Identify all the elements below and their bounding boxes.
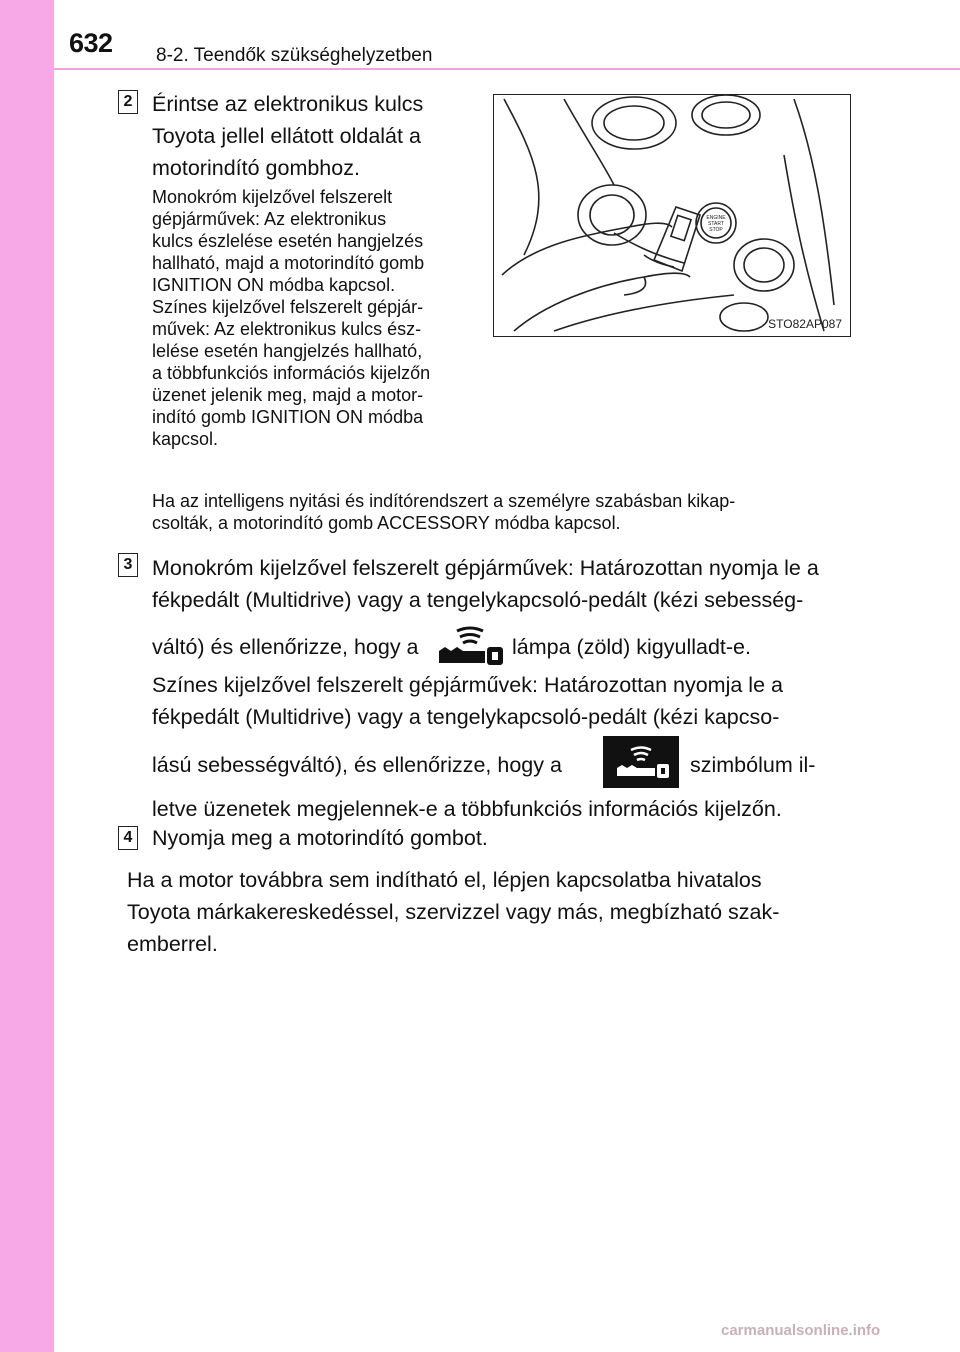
step3-line: letve üzenetek megjelennek-e a többfunkciós információs kijelzőn. bbox=[152, 797, 782, 821]
start-label: START bbox=[708, 221, 724, 227]
step3-line: Színes kijelzővel felszerelt gépjárművek: Határozottan nyomja le a bbox=[152, 673, 783, 697]
para-line: indító gomb IGNITION ON módba bbox=[152, 407, 424, 427]
para-line: hallható, majd a motorindító gomb bbox=[152, 253, 425, 273]
step2-para-monochrome bbox=[152, 186, 478, 450]
step3-line: szimbólum il- bbox=[690, 753, 816, 777]
figure-key-to-start-button bbox=[493, 94, 851, 337]
step2-note-accessory bbox=[152, 490, 842, 534]
step3-line: lású sebességváltó), és ellenőrizze, hogy a bbox=[152, 753, 562, 777]
step3-line: váltó) és ellenőrizze, hogy a bbox=[152, 635, 419, 659]
step2-title-line: motorindító gombhoz. bbox=[152, 156, 360, 180]
key-indicator-icon bbox=[435, 621, 505, 665]
para-line: kapcsol. bbox=[152, 429, 219, 449]
para-line: Ha az intelligens nyitási és indítórendszert a személyre szabásban kikap- bbox=[152, 491, 736, 511]
para-line: kulcs észlelése esetén hangjelzés bbox=[152, 231, 424, 251]
illustration-hand-key bbox=[494, 95, 850, 336]
note-line: emberrel. bbox=[127, 932, 218, 956]
para-line: gépjárművek: Az elektronikus bbox=[152, 209, 387, 229]
step-number-3: 3 bbox=[118, 553, 138, 577]
key-symbol-box-icon bbox=[603, 736, 679, 788]
para-line: csolták, a motorindító gomb ACCESSORY módba kapcsol. bbox=[152, 513, 621, 533]
step3-line: Monokróm kijelzővel felszerelt gépjárművek: Határozottan nyomja le a bbox=[152, 556, 819, 580]
step3-line: fékpedált (Multidrive) vagy a tengelykapcsoló-pedált (kézi kapcso- bbox=[152, 705, 780, 729]
note-line: Ha a motor továbbra sem indítható el, lépjen kapcsolatba hivatalos bbox=[127, 868, 762, 892]
watermark: carmanualsonline.info bbox=[721, 1322, 881, 1339]
step-number-4: 4 bbox=[118, 826, 138, 850]
footer-note bbox=[127, 864, 845, 960]
step3-line: fékpedált (Multidrive) vagy a tengelykapcsoló-pedált (kézi sebesség- bbox=[152, 588, 804, 612]
para-line: Színes kijelzővel felszerelt gépjár- bbox=[152, 297, 424, 317]
note-line: Toyota márkakereskedéssel, szervizzel vagy más, megbízható szak- bbox=[127, 900, 780, 924]
header-divider bbox=[54, 68, 960, 70]
engine-label: ENGINE bbox=[706, 215, 726, 221]
sidebar-tab bbox=[0, 0, 54, 1352]
para-line: Monokróm kijelzővel felszerelt bbox=[152, 187, 393, 207]
para-line: IGNITION ON módba kapcsol. bbox=[152, 275, 396, 295]
stop-label: STOP bbox=[709, 227, 723, 233]
step4-line: Nyomja meg a motorindító gombot. bbox=[152, 826, 488, 850]
step3-line: lámpa (zöld) kigyulladt-e. bbox=[512, 635, 751, 659]
page-number: 632 bbox=[69, 28, 113, 58]
step2-title-line: Érintse az elektronikus kulcs bbox=[152, 92, 424, 116]
para-line: lelése esetén hangjelzés hallható, bbox=[152, 341, 423, 361]
key-symbol-icon bbox=[603, 736, 679, 788]
step2-title-line: Toyota jellel ellátott oldalát a bbox=[152, 124, 421, 148]
step-number-2: 2 bbox=[118, 90, 138, 114]
figure-caption: STO82AP087 bbox=[768, 317, 842, 331]
para-line: a többfunkciós információs kijelzőn bbox=[152, 363, 431, 383]
section-title: 8-2. Teendők szükséghelyzetben bbox=[156, 45, 433, 66]
para-line: üzenet jelenik meg, majd a motor- bbox=[152, 385, 424, 405]
para-line: művek: Az elektronikus kulcs ész- bbox=[152, 319, 422, 339]
